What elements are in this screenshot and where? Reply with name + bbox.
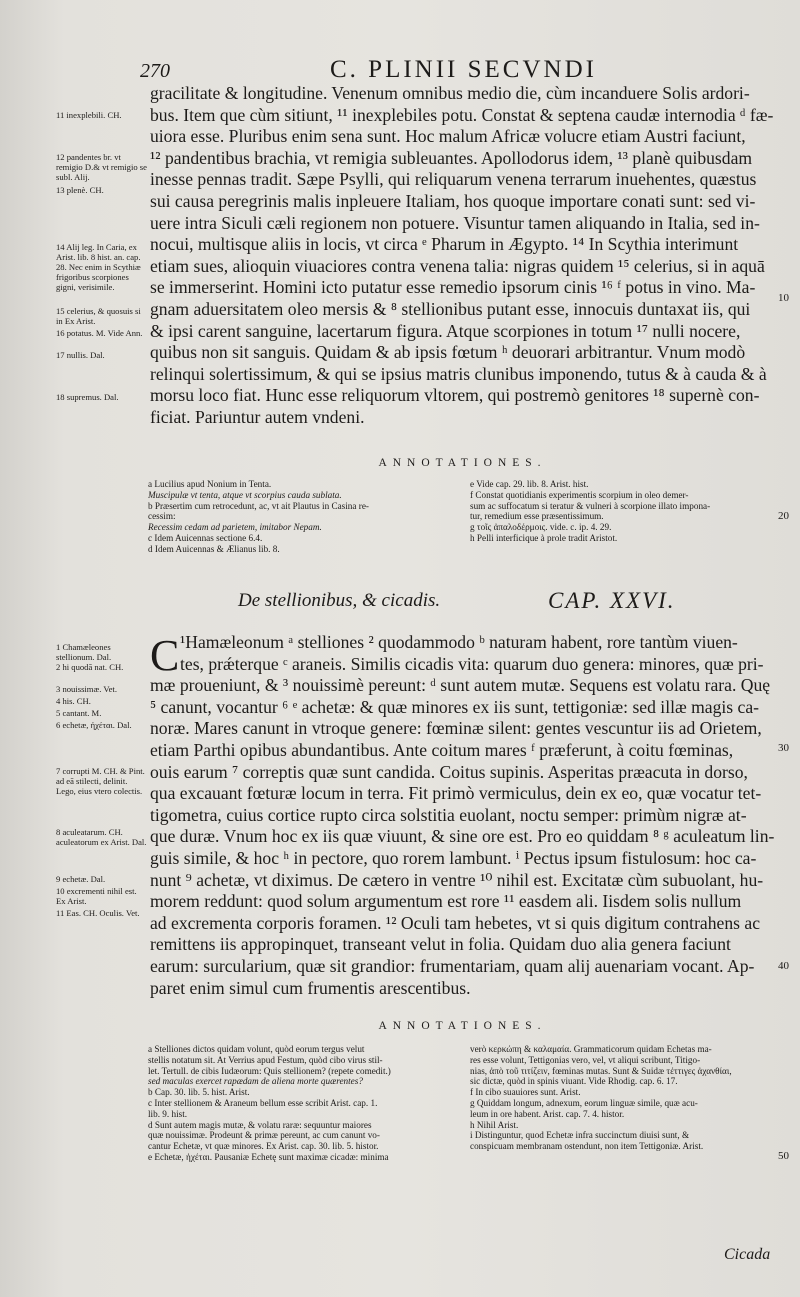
annotation-line: f Constat quotidianis experimentis scorpium in oleo demer- [470, 489, 689, 500]
margin-note: 8 aculeatarum. CH. aculeatorum ex Arist. Dal. [56, 827, 147, 847]
text-line: gnam aduersitatem oleo mersis & ⁸ stellionibus putant esse, innocuis duntaxat iis, qui [150, 298, 751, 319]
margin-note: 11 Eas. CH. Oculis. Vet. [56, 908, 140, 918]
text-line: uiora esse. Pluribus enim sena sunt. Hoc malum Africæ volucre etiam Austri faciunt, [150, 126, 746, 147]
running-title: C. PLINII SECVNDI [330, 56, 597, 83]
text-line: morsu loco fiat. Hunc esse reliquorum vltorem, qui postremò genitores ¹⁸ supernè con- [150, 385, 760, 406]
text-line: tigometra, cuius cortice rupto circa solstitia euolant, noctu semper: primùm nigræ at- [150, 804, 747, 825]
line-number: 20 [778, 510, 789, 522]
chapter-number: CAP. XXVI. [548, 588, 676, 613]
page-number: 270 [140, 60, 170, 82]
margin-note: 3 nouissimæ. Vet. [56, 684, 117, 694]
text-line: & ipsi carent sanguine, lacertarum figura. Atque scorpiones in totum ¹⁷ nulli nocere, [150, 320, 741, 341]
text-line: uere intra Siculi cæli regionem non potuere. Visuntur tamen aliquando in Italia, sed in- [150, 212, 760, 233]
annotation-line: let. Tertull. de cibis Iudæorum: Quis stellionem? (repete comedit.) [148, 1065, 391, 1076]
annotation-line: lib. 9. hist. [148, 1108, 188, 1119]
line-number: 50 [778, 1150, 789, 1162]
margin-note: 4 his. CH. [56, 696, 91, 706]
annotation-line: cessim: [148, 511, 176, 522]
margin-note: 12 pandentes br. vt remigio D.& vt remigio se subl. Alij. [56, 152, 147, 182]
margin-note: 11 inexplebili. CH. [56, 110, 122, 120]
annotation-line: i Distinguntur, quod Echetæ infra succinctum diuisi sunt, & [470, 1130, 690, 1141]
section-title: De stellionibus, & cicadis. [238, 590, 441, 611]
text-line: sui causa peregrinis malis inpleuere Italiam, hos quoque importare conati sunt: sed vi- [150, 190, 756, 211]
margin-note: 6 echetæ, ἠχέται. Dal. [56, 720, 132, 730]
text-line: ¹Hamæleonum ᵃ stelliones ² quodammodo ᵇ naturam habent, rore tantùm viuen- [180, 632, 738, 652]
margin-note: 18 supremus. Dal. [56, 392, 119, 402]
margin-note: 9 echetæ. Dal. [56, 874, 106, 884]
annotation-line: g Quiddam longum, adnexum, eorum linguæ simile, quæ acu- [470, 1097, 698, 1108]
margin-note: 17 nullis. Dal. [56, 350, 105, 360]
annotation-line: f In cibo suauiores sunt. Arist. [470, 1087, 581, 1098]
annotation-line: c Idem Auicennas sectione 6.4. [148, 532, 263, 543]
annotation-line: tur, remedium esse præsentissimum. [470, 511, 604, 522]
text-line: paret enim simul cum frumentis arescentibus. [150, 977, 471, 998]
line-number: 30 [778, 742, 789, 754]
text-line: mæ proueniunt, & ³ nouissimè pereunt: ᵈ sunt autem mutæ. Sequens est volatu rara. Quę [150, 675, 771, 696]
annotations-left-column [148, 1044, 466, 1163]
running-header [140, 56, 760, 86]
text-line: quibus non sit sanguis. Quidam & ab ipsis fœtum ʰ deuorari arbitrantur. Vnum modò [150, 342, 746, 363]
text-line: bus. Item que cùm sitiunt, ¹¹ inexplebiles potu. Constat & septena caudæ internodia ᵈ fæ- [150, 104, 774, 125]
text-line: qua excauant fœturæ locum in terra. Fit primò vermiculus, dein ex eo, quæ vocatur tet- [150, 783, 762, 804]
annotations-right-column [470, 1044, 788, 1152]
annotations-heading: ANNOTATIONES. [378, 1020, 547, 1032]
annotation-line: cantur Echetæ, vt quæ minores. Ex Arist. cap. 30. lib. 5. histor. [148, 1141, 379, 1152]
text-line: etiam sues, alioquin viuaciores contra venena talia: nigras quidem ¹⁵ celerius, si in aquā [150, 255, 765, 276]
text-line: gracilitate & longitudine. Venenum omnibus medio die, cùm incanduere Solis ardori- [150, 83, 750, 103]
annotations-right-column [470, 479, 788, 544]
text-line: que duræ. Vnum hoc ex iis quæ viuunt, & sine ore est. Pro eo quiddam ⁸ ᵍ aculeatum lin- [150, 826, 775, 847]
annotation-line: stellis notatum sit. At Verrius apud Festum, quòd cibo virus stil- [148, 1054, 383, 1065]
text-line: earum: surcularium, quæ sit grandior: frumentariam, quam alij auenariam vocant. Ap- [150, 955, 755, 976]
main-text-top [150, 83, 775, 429]
line-number: 10 [778, 292, 789, 304]
annotation-line: a Stelliones dictos quidam volunt, quòd eorum tergus velut [148, 1044, 365, 1054]
line-number: 40 [778, 960, 789, 972]
annotation-line: h Nihil Arist. [470, 1119, 519, 1130]
annotation-line: b Cap. 30. lib. 5. hist. Arist. [148, 1087, 250, 1098]
annotation-line: e Vide cap. 29. lib. 8. Arist. hist. [470, 479, 589, 489]
annotation-line: nias, ἀπὸ τοῦ τιτίζειν, fœminas mutas. Sunt & Suidæ τέττιγες ἀχανθίαι, [470, 1065, 732, 1076]
margin-note: 2 hi quodā nat. CH. [56, 662, 124, 672]
text-line: relinqui solertissimum, & qui se ipsius matris clunibus imponendo, tutus & à cauda & à [150, 363, 767, 384]
annotation-line: g τοῖς ἀπαλοδέρμοις. vide. c. ip. 4. 29. [470, 522, 612, 533]
margin-note: 10 excrementi nihil est. Ex Arist. [56, 886, 137, 906]
text-line: guis simile, & hoc ʰ in pectore, quo rorem lambunt. ⁱ Pectus ipsum fistulosum: hoc ca- [150, 847, 757, 868]
text-line: nocui, multisque aliis in locis, vt circa ᵉ Pharum in Ægypto. ¹⁴ In Scythia interimunt [150, 234, 739, 255]
annotation-line: Recessim cedam ad parietem, imitabor Nepam. [148, 522, 322, 533]
text-line: noræ. Mares canunt in vtroque genere: fœminæ silent: gentes vescuntur iis ad Orietem, [150, 718, 762, 739]
text-line: se immerserint. Homini icto putatur esse remedio ipsorum cinis ¹⁶ ᶠ potus in vino. Ma- [150, 277, 756, 298]
annotation-line: sum ac suffocatum si teratur & vulneri à scorpione illato impona- [470, 500, 711, 511]
text-line: ad excrementa corporis foramen. ¹² Oculi tam hebetes, vt si quis digitum contrahens ac [150, 912, 761, 933]
margin-note: 14 Alij leg. In Caria, ex Arist. lib. 8 hist. an. cap. 28. Nec enim in Scythiæ frigoribus scorpiones gigni, verisimile. [56, 242, 141, 292]
annotations-heading: ANNOTATIONES. [378, 457, 547, 469]
annotation-line: d Sunt autem magis mutæ, & volatu raræ: sequuntur maiores [148, 1119, 372, 1130]
annotation-line: leum in ore habent. Arist. cap. 7. 4. histor. [470, 1108, 625, 1119]
margin-note: 15 celerius, & quosuis si in Ex Arist. [56, 306, 141, 326]
annotation-line: verò κερκώπη & καλαμαία. Grammaticorum quidam Echetas ma- [470, 1044, 712, 1054]
text-line: remittens iis appropinquet, transeant velut in folia. Quidam duo alia genera faciunt [150, 934, 731, 955]
annotation-line: sic dictæ, quòd in spinis viuant. Vide Rhodig. cap. 6. 17. [470, 1076, 678, 1087]
text-line: morem reddunt: quod solum argumentum est rore ¹¹ easdem ali. Iisdem solis nullum [150, 891, 742, 912]
margin-note: 5 cantant. M. [56, 708, 102, 718]
text-line: ⁵ canunt, vocantur ⁶ ᵉ achetæ: & quæ minores ex iis sunt, tettigoniæ: sed illæ magis ca- [150, 696, 760, 717]
drop-capital: C [150, 631, 180, 680]
annotation-line: sed maculas exercet rapædam de aliena morte quærentes? [148, 1076, 363, 1087]
annotation-line: conspicuam membranam ostendunt, non item Tettigoniæ. Arist. [470, 1141, 704, 1152]
text-line: tes, prǽterque ᶜ araneis. Similis cicadis vita: quarum duo genera: minores, quæ pri- [180, 653, 764, 674]
margin-note: 16 potatus. M. Vide Ann. [56, 328, 143, 338]
text-line: inesse pennas tradit. Sæpe Psylli, qui reliquarum venena terrarum inuehentes, quæstus [150, 169, 757, 190]
catchword: Cicada [724, 1246, 771, 1263]
margin-note: 13 plenè. CH. [56, 185, 104, 195]
annotation-line: quæ nouissimæ. Prodeunt & primæ pereunt, ac cum canunt vo- [148, 1130, 380, 1141]
annotations-left-column [148, 479, 466, 555]
annotation-line: b Præsertim cum retrocedunt, ac, vt ait Plautus in Casina re- [148, 500, 369, 511]
margin-note: 1 Chamæleones stellionum. Dal. [56, 642, 112, 662]
margin-note: 7 corrupti M. CH. & Pint. ad eā stilecti, delinit. Lego, eius vtero colectis. [56, 766, 145, 796]
annotation-line: res esse volunt, Tettigonias vero, vel, vt aliqui scribunt, Titigo- [470, 1054, 701, 1065]
text-line: nunt ⁹ achetæ, vt diximus. De cætero in ventre ¹⁰ nihil est. Excitatæ cùm subuolant, hu- [150, 869, 764, 890]
annotation-line: e Echetæ, ἠχέται. Pausaniæ Echetę sunt maximæ cicadæ: minima [148, 1151, 389, 1162]
text-line: ¹² pandentibus brachia, vt remigia subleuantes. Apollodorus idem, ¹³ planè quibusdam [150, 147, 753, 168]
text-line: ficiat. Pariuntur autem vndeni. [150, 406, 365, 427]
annotation-line: Muscipulæ vt tenta, atque vt scorpius cauda sublata. [148, 489, 342, 500]
annotation-line: c Inter stellionem & Araneum bellum esse scribit Arist. cap. 1. [148, 1097, 378, 1108]
annotation-line: d Idem Auicennas & Ælianus lib. 8. [148, 543, 280, 554]
text-line: ouis earum ⁷ correptis quæ sunt candida. Coitus supinis. Asperitas præacuta in dorso, [150, 761, 748, 782]
annotation-line: a Lucilius apud Nonium in Tenta. [148, 479, 272, 489]
annotation-line: h Pelli interficique à prole tradit Aristot. [470, 532, 618, 543]
main-text-bottom [150, 632, 775, 999]
text-line: etiam Parthi opibus abundantibus. Ante coitum mares ᶠ præferunt, à coitu fœminas, [150, 739, 734, 760]
